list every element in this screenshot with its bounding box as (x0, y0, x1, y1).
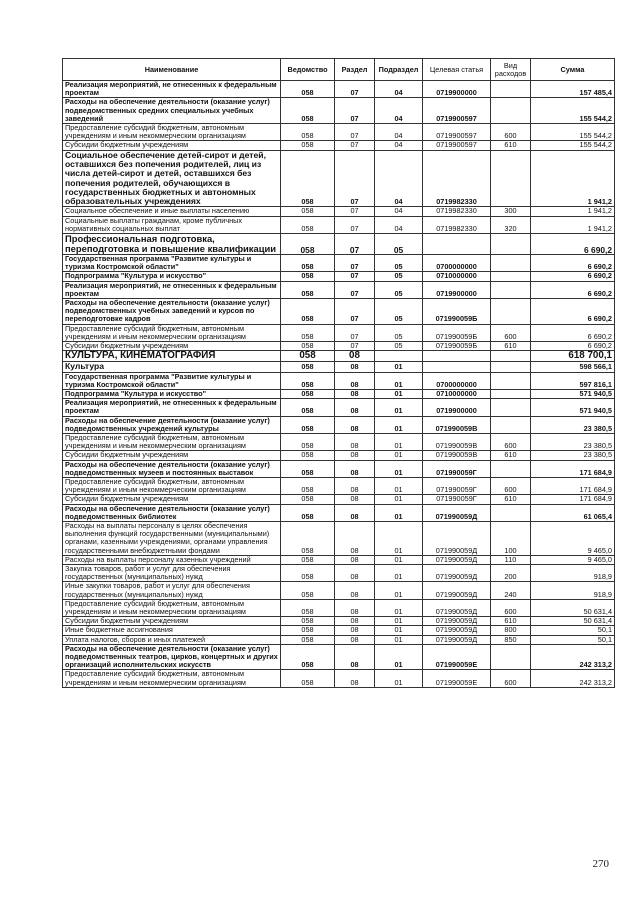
cell-sum: 6 690,2 (531, 272, 615, 281)
cell-dept: 058 (281, 150, 335, 207)
cell-section: 07 (335, 281, 375, 298)
cell-subsection: 05 (375, 255, 423, 272)
cell-name: Государственная программа "Развитие культуры и туризма Костромской области" (63, 255, 281, 272)
header-section: Раздел (335, 59, 375, 81)
cell-exptype: 600 (491, 124, 531, 141)
cell-exptype (491, 150, 531, 207)
cell-target: 0719982330 (423, 207, 491, 216)
cell-target: 0719900000 (423, 399, 491, 416)
cell-dept: 058 (281, 234, 335, 255)
cell-name: Иные бюджетные ассигнования (63, 626, 281, 635)
cell-sum: 9 465,0 (531, 522, 615, 556)
cell-exptype: 100 (491, 522, 531, 556)
cell-exptype: 610 (491, 451, 531, 460)
cell-section: 07 (335, 207, 375, 216)
table-row (63, 98, 615, 124)
cell-sum: 50,1 (531, 626, 615, 635)
cell-dept: 058 (281, 324, 335, 341)
cell-exptype (491, 460, 531, 477)
cell-exptype: 610 (491, 141, 531, 150)
cell-sum: 157 485,4 (531, 81, 615, 98)
cell-sum: 571 940,5 (531, 389, 615, 398)
cell-exptype: 600 (491, 477, 531, 494)
cell-name: Расходы на обеспечение деятельности (оказание услуг) подведомственных театров, цирков, концертных и других организаций исполнительских искусств (63, 644, 281, 670)
cell-sum: 597 816,1 (531, 372, 615, 389)
table-row (63, 522, 615, 556)
table-row (63, 272, 615, 281)
cell-section: 07 (335, 141, 375, 150)
cell-subsection: 04 (375, 141, 423, 150)
cell-section: 07 (335, 272, 375, 281)
cell-name: Предоставление субсидий бюджетным, автономным учреждениям и иным некоммерческим организациям (63, 433, 281, 450)
cell-subsection: 05 (375, 234, 423, 255)
cell-sum: 242 313,2 (531, 670, 615, 687)
cell-section: 08 (335, 416, 375, 433)
cell-target: 0719900000 (423, 281, 491, 298)
cell-section: 07 (335, 124, 375, 141)
cell-target: 071990059Д (423, 582, 491, 599)
cell-name: Реализация мероприятий, не отнесенных к федеральным проектам (63, 399, 281, 416)
cell-name: Предоставление субсидий бюджетным, автономным учреждениям и иным некоммерческим организациям (63, 670, 281, 687)
cell-section: 08 (335, 522, 375, 556)
cell-sum: 9 465,0 (531, 555, 615, 564)
cell-dept: 058 (281, 124, 335, 141)
cell-sum: 50 631,4 (531, 617, 615, 626)
cell-target: 071990059Д (423, 555, 491, 564)
cell-section: 08 (335, 670, 375, 687)
cell-exptype (491, 81, 531, 98)
cell-dept: 058 (281, 399, 335, 416)
cell-sum: 618 700,1 (531, 351, 615, 362)
cell-subsection: 01 (375, 582, 423, 599)
cell-name: Социальные выплаты гражданам, кроме публичных нормативных социальных выплат (63, 216, 281, 233)
header-sum: Сумма (531, 59, 615, 81)
cell-exptype (491, 362, 531, 372)
cell-section: 07 (335, 216, 375, 233)
cell-dept: 058 (281, 555, 335, 564)
cell-name: Уплата налогов, сборов и иных платежей (63, 635, 281, 644)
cell-target: 071990059В (423, 433, 491, 450)
cell-section: 08 (335, 372, 375, 389)
cell-exptype: 240 (491, 582, 531, 599)
cell-subsection: 01 (375, 555, 423, 564)
cell-target: 071990059Д (423, 617, 491, 626)
cell-section: 08 (335, 399, 375, 416)
table-row (63, 644, 615, 670)
cell-name: Профессиональная подготовка, переподготовка и повышение квалификации (63, 234, 281, 255)
cell-exptype: 800 (491, 626, 531, 635)
table-row (63, 372, 615, 389)
cell-sum: 6 690,2 (531, 299, 615, 325)
cell-section: 07 (335, 98, 375, 124)
cell-target: 0700000000 (423, 255, 491, 272)
page-number: 270 (592, 858, 609, 870)
cell-sum: 598 566,1 (531, 362, 615, 372)
cell-target: 071990059В (423, 416, 491, 433)
cell-section: 07 (335, 255, 375, 272)
cell-section: 08 (335, 477, 375, 494)
cell-dept: 058 (281, 299, 335, 325)
cell-subsection: 01 (375, 522, 423, 556)
cell-subsection: 01 (375, 670, 423, 687)
cell-section: 07 (335, 324, 375, 341)
cell-target: 0710000000 (423, 389, 491, 398)
cell-subsection: 01 (375, 599, 423, 616)
table-row (63, 626, 615, 635)
cell-name: Предоставление субсидий бюджетным, автономным учреждениям и иным некоммерческим организациям (63, 477, 281, 494)
cell-dept: 058 (281, 255, 335, 272)
cell-subsection: 01 (375, 372, 423, 389)
table-row (63, 451, 615, 460)
cell-name: Закупка товаров, работ и услуг для обеспечения государственных (муниципальных) нужд (63, 565, 281, 582)
cell-target: 071990059Е (423, 644, 491, 670)
cell-section: 08 (335, 644, 375, 670)
cell-subsection: 05 (375, 272, 423, 281)
table-row (63, 141, 615, 150)
cell-section: 07 (335, 150, 375, 207)
cell-exptype: 200 (491, 565, 531, 582)
cell-section: 08 (335, 582, 375, 599)
cell-name: Реализация мероприятий, не отнесенных к федеральным проектам (63, 281, 281, 298)
cell-target: 071990059Д (423, 565, 491, 582)
cell-dept: 058 (281, 522, 335, 556)
cell-sum: 918,9 (531, 582, 615, 599)
cell-exptype (491, 98, 531, 124)
cell-name: Государственная программа "Развитие культуры и туризма Костромской области" (63, 372, 281, 389)
cell-target (423, 351, 491, 362)
cell-dept: 058 (281, 495, 335, 504)
cell-dept: 058 (281, 635, 335, 644)
cell-name: Подпрограмма "Культура и искусство" (63, 389, 281, 398)
table-row (63, 495, 615, 504)
cell-name: Реализация мероприятий, не отнесенных к федеральным проектам (63, 81, 281, 98)
cell-subsection: 04 (375, 150, 423, 207)
cell-exptype: 610 (491, 617, 531, 626)
cell-target: 071990059Д (423, 635, 491, 644)
header-subsection: Подраздел (375, 59, 423, 81)
cell-name: Подпрограмма "Культура и искусство" (63, 272, 281, 281)
cell-section: 08 (335, 626, 375, 635)
cell-section: 08 (335, 617, 375, 626)
cell-section: 08 (335, 565, 375, 582)
cell-target: 0719982330 (423, 216, 491, 233)
cell-sum: 6 690,2 (531, 255, 615, 272)
cell-target: 071990059Г (423, 460, 491, 477)
cell-section: 08 (335, 495, 375, 504)
cell-subsection: 01 (375, 399, 423, 416)
cell-exptype (491, 255, 531, 272)
cell-subsection: 01 (375, 565, 423, 582)
cell-dept: 058 (281, 351, 335, 362)
cell-subsection: 05 (375, 281, 423, 298)
cell-dept: 058 (281, 460, 335, 477)
cell-dept: 058 (281, 626, 335, 635)
cell-dept: 058 (281, 599, 335, 616)
cell-target: 0719900597 (423, 98, 491, 124)
cell-subsection: 01 (375, 451, 423, 460)
cell-dept: 058 (281, 644, 335, 670)
cell-dept: 058 (281, 372, 335, 389)
cell-section: 07 (335, 81, 375, 98)
cell-section: 08 (335, 433, 375, 450)
cell-sum: 171 684,9 (531, 495, 615, 504)
table-row (63, 124, 615, 141)
cell-subsection (375, 351, 423, 362)
table-row (63, 324, 615, 341)
cell-sum: 155 544,2 (531, 141, 615, 150)
header-name: Наименование (63, 59, 281, 81)
cell-dept: 058 (281, 433, 335, 450)
cell-subsection: 04 (375, 98, 423, 124)
table-row (63, 460, 615, 477)
table-row (63, 216, 615, 233)
cell-dept: 058 (281, 141, 335, 150)
cell-exptype: 600 (491, 670, 531, 687)
header-dept: Ведомство (281, 59, 335, 81)
cell-target: 071990059Б (423, 342, 491, 351)
table-row (63, 433, 615, 450)
cell-exptype (491, 372, 531, 389)
cell-sum: 50 631,4 (531, 599, 615, 616)
cell-exptype: 610 (491, 342, 531, 351)
cell-target: 0710000000 (423, 272, 491, 281)
cell-name: Расходы на выплаты персоналу казенных учреждений (63, 555, 281, 564)
cell-name: Социальное обеспечение и иные выплаты населению (63, 207, 281, 216)
cell-name: Субсидии бюджетным учреждениям (63, 342, 281, 351)
cell-dept: 058 (281, 272, 335, 281)
cell-name: Субсидии бюджетным учреждениям (63, 617, 281, 626)
cell-sum: 1 941,2 (531, 216, 615, 233)
cell-sum: 1 941,2 (531, 207, 615, 216)
cell-sum: 6 690,2 (531, 342, 615, 351)
cell-subsection: 04 (375, 81, 423, 98)
header-exptype: Вид расходов (491, 59, 531, 81)
cell-subsection: 01 (375, 626, 423, 635)
cell-dept: 058 (281, 451, 335, 460)
cell-dept: 058 (281, 98, 335, 124)
cell-name: Субсидии бюджетным учреждениям (63, 141, 281, 150)
cell-subsection: 01 (375, 617, 423, 626)
cell-section: 08 (335, 451, 375, 460)
table-row (63, 477, 615, 494)
cell-subsection: 01 (375, 433, 423, 450)
cell-sum: 6 690,2 (531, 281, 615, 298)
table-row (63, 399, 615, 416)
cell-section: 07 (335, 299, 375, 325)
cell-target: 071990059В (423, 451, 491, 460)
cell-dept: 058 (281, 362, 335, 372)
cell-dept: 058 (281, 504, 335, 521)
cell-exptype (491, 644, 531, 670)
cell-exptype: 600 (491, 324, 531, 341)
cell-sum: 23 380,5 (531, 416, 615, 433)
cell-subsection: 05 (375, 324, 423, 341)
cell-dept: 058 (281, 81, 335, 98)
cell-exptype (491, 416, 531, 433)
cell-target: 071990059Д (423, 504, 491, 521)
cell-name: Субсидии бюджетным учреждениям (63, 451, 281, 460)
cell-target: 071990059Д (423, 522, 491, 556)
cell-target: 071990059Д (423, 599, 491, 616)
cell-dept: 058 (281, 582, 335, 599)
cell-sum: 6 690,2 (531, 324, 615, 341)
cell-section: 08 (335, 362, 375, 372)
cell-name: Предоставление субсидий бюджетным, автономным учреждениям и иным некоммерческим организациям (63, 124, 281, 141)
cell-name: Расходы на обеспечение деятельности (оказание услуг) подведомственных библиотек (63, 504, 281, 521)
table-body (63, 81, 615, 688)
header-target: Целевая статья (423, 59, 491, 81)
cell-exptype (491, 281, 531, 298)
cell-dept: 058 (281, 617, 335, 626)
cell-target: 0700000000 (423, 372, 491, 389)
cell-section: 07 (335, 342, 375, 351)
cell-subsection: 01 (375, 389, 423, 398)
cell-name: Предоставление субсидий бюджетным, автономным учреждениям и иным некоммерческим организациям (63, 599, 281, 616)
cell-name: Субсидии бюджетным учреждениям (63, 495, 281, 504)
cell-dept: 058 (281, 342, 335, 351)
cell-sum: 155 544,2 (531, 98, 615, 124)
table-row (63, 299, 615, 325)
cell-target: 071990059Д (423, 626, 491, 635)
cell-name: Предоставление субсидий бюджетным, автономным учреждениям и иным некоммерческим организациям (63, 324, 281, 341)
cell-target: 071990059Г (423, 495, 491, 504)
cell-dept: 058 (281, 216, 335, 233)
cell-subsection: 01 (375, 635, 423, 644)
cell-subsection: 05 (375, 342, 423, 351)
cell-section: 08 (335, 635, 375, 644)
cell-exptype: 850 (491, 635, 531, 644)
cell-section: 08 (335, 504, 375, 521)
cell-target (423, 234, 491, 255)
cell-section: 08 (335, 599, 375, 616)
cell-sum: 155 544,2 (531, 124, 615, 141)
cell-dept: 058 (281, 416, 335, 433)
cell-dept: 058 (281, 565, 335, 582)
cell-exptype: 600 (491, 599, 531, 616)
cell-name: Расходы на обеспечение деятельности (оказание услуг) подведомственных учреждений культуры (63, 416, 281, 433)
cell-exptype (491, 399, 531, 416)
cell-target: 0719900597 (423, 124, 491, 141)
cell-exptype: 600 (491, 433, 531, 450)
cell-target: 0719900597 (423, 141, 491, 150)
cell-exptype: 320 (491, 216, 531, 233)
cell-subsection: 04 (375, 207, 423, 216)
cell-sum: 1 941,2 (531, 150, 615, 207)
cell-sum: 171 684,9 (531, 477, 615, 494)
cell-name: Расходы на обеспечение деятельности (оказание услуг) подведомственных учебных заведений и курсов по переподготовке кадров (63, 299, 281, 325)
cell-sum: 571 940,5 (531, 399, 615, 416)
cell-exptype (491, 351, 531, 362)
table-row (63, 150, 615, 207)
cell-subsection: 01 (375, 416, 423, 433)
cell-subsection: 01 (375, 644, 423, 670)
cell-section: 08 (335, 351, 375, 362)
table-row (63, 504, 615, 521)
cell-name: Культура (63, 362, 281, 372)
cell-target: 071990059Б (423, 299, 491, 325)
cell-sum: 242 313,2 (531, 644, 615, 670)
cell-sum: 918,9 (531, 565, 615, 582)
cell-target: 071990059Б (423, 324, 491, 341)
cell-sum: 23 380,5 (531, 451, 615, 460)
cell-sum: 50,1 (531, 635, 615, 644)
cell-exptype: 610 (491, 495, 531, 504)
cell-target (423, 362, 491, 372)
cell-exptype (491, 504, 531, 521)
table-header-row (63, 59, 615, 81)
table-row (63, 635, 615, 644)
cell-subsection: 01 (375, 362, 423, 372)
cell-dept: 058 (281, 477, 335, 494)
cell-exptype (491, 272, 531, 281)
table-row (63, 81, 615, 98)
cell-target: 0719900000 (423, 81, 491, 98)
cell-name: Расходы на обеспечение деятельности (оказание услуг) подведомственных средних специальных учебных заведений (63, 98, 281, 124)
cell-name: Расходы на выплаты персоналу в целях обеспечения выполнения функций государственными (муниципальными) органами, казенными учреждениями, органами управления государственными внебюджетными фондами (63, 522, 281, 556)
cell-exptype: 110 (491, 555, 531, 564)
cell-target: 0719982330 (423, 150, 491, 207)
cell-target: 071990059Е (423, 670, 491, 687)
cell-subsection: 01 (375, 477, 423, 494)
cell-name: КУЛЬТУРА, КИНЕМАТОГРАФИЯ (63, 351, 281, 362)
table-row (63, 565, 615, 582)
table-row (63, 255, 615, 272)
table-row (63, 599, 615, 616)
cell-subsection: 01 (375, 504, 423, 521)
cell-exptype (491, 299, 531, 325)
table-row (63, 281, 615, 298)
cell-dept: 058 (281, 389, 335, 398)
cell-exptype (491, 389, 531, 398)
cell-dept: 058 (281, 207, 335, 216)
cell-section: 08 (335, 460, 375, 477)
table-row (63, 670, 615, 687)
table-row (63, 207, 615, 216)
cell-name: Иные закупки товаров, работ и услуг для обеспечения государственных (муниципальных) нужд (63, 582, 281, 599)
cell-name: Расходы на обеспечение деятельности (оказание услуг) подведомственных музеев и постоянных выставок (63, 460, 281, 477)
table-row (63, 416, 615, 433)
cell-name: Социальное обеспечение детей-сирот и детей, оставшихся без попечения родителей, лиц из числа детей-сирот и детей, оставшихся без попечения родителей, обучающихся в государственных бюджетных и автономных образовательных учреждениях (63, 150, 281, 207)
cell-sum: 61 065,4 (531, 504, 615, 521)
cell-sum: 171 684,9 (531, 460, 615, 477)
cell-sum: 23 380,5 (531, 433, 615, 450)
cell-sum: 6 690,2 (531, 234, 615, 255)
cell-target: 071990059Г (423, 477, 491, 494)
table-row (63, 351, 615, 362)
cell-subsection: 01 (375, 495, 423, 504)
cell-section: 08 (335, 389, 375, 398)
cell-exptype: 300 (491, 207, 531, 216)
cell-dept: 058 (281, 670, 335, 687)
cell-dept: 058 (281, 281, 335, 298)
cell-subsection: 05 (375, 299, 423, 325)
cell-subsection: 04 (375, 216, 423, 233)
cell-section: 07 (335, 234, 375, 255)
table-row (63, 362, 615, 372)
table-row (63, 582, 615, 599)
table-row (63, 234, 615, 255)
cell-exptype (491, 234, 531, 255)
cell-subsection: 04 (375, 124, 423, 141)
cell-section: 08 (335, 555, 375, 564)
cell-subsection: 01 (375, 460, 423, 477)
budget-table (62, 58, 615, 688)
